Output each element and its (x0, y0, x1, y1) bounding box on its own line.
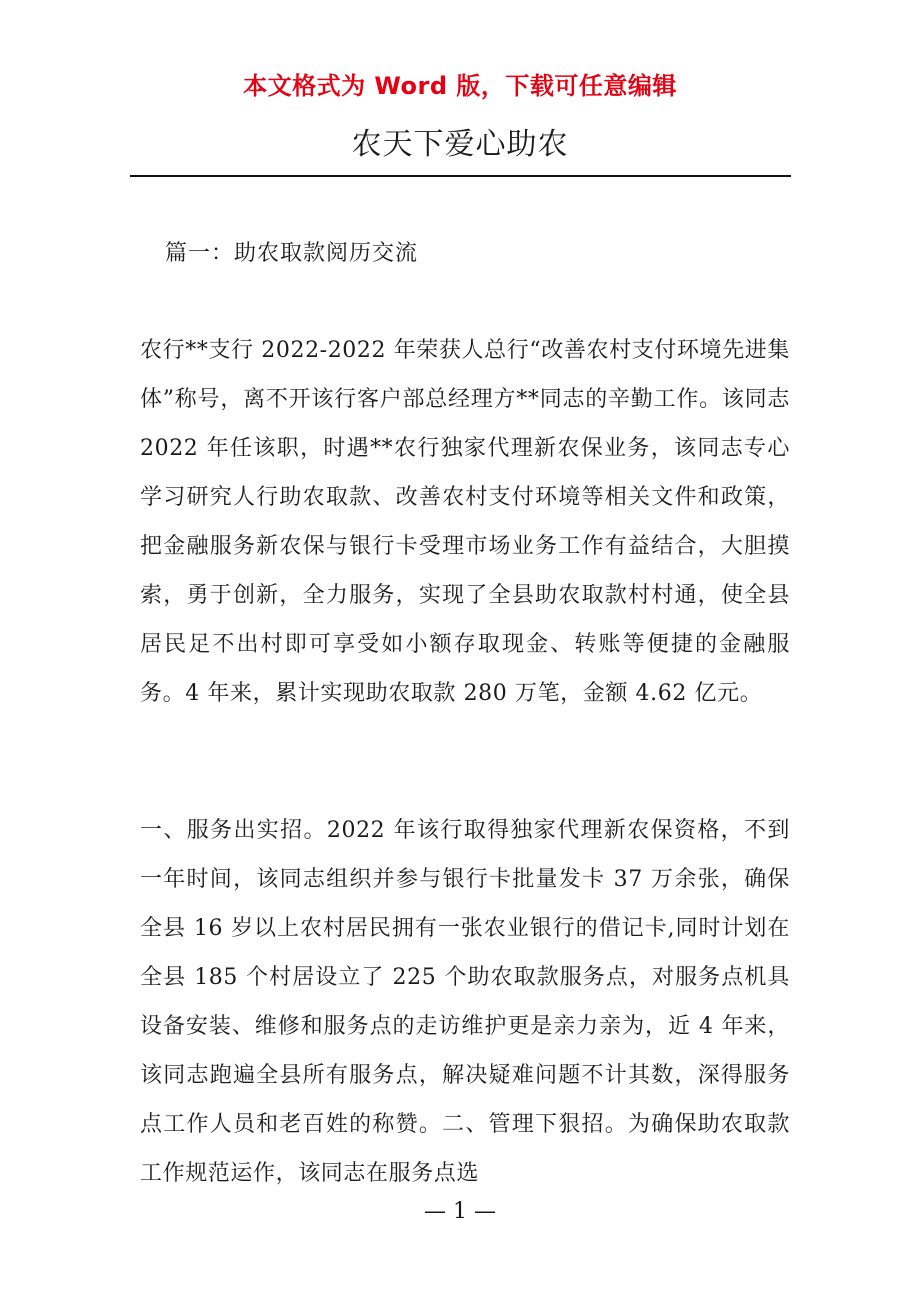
body-paragraph-1: 农行**支行 2022-2022 年荣获人总行“改善农村支付环境先进集体”称号，离不开该行客户部总经理方**同志的辛勤工作。该同志 2022 年任该职，时遇**农行独家代理新农保业务，该同志专心学习研究人行助农取款、改善农村支付环境等相关文件和政策，把金融服务新农保与银行卡受理市场业务工作有益结合，大胆摸索，勇于创新，全力服务，实现了全县助农取款村村通，使全县居民足不出村即可享受如小额存取现金、转账等便捷的金融服务。4 年来，累计实现助农取款 280 万笔，金额 4.62 亿元。 (140, 338, 790, 706)
section-heading: 篇一：助农取款阅历交流 (165, 241, 419, 266)
format-notice-banner: 本文格式为 Word 版，下载可任意编辑 (243, 72, 677, 100)
page-number: — 1 — (424, 1199, 496, 1224)
document-title: 农天下爱心助农 (351, 127, 569, 162)
header-divider (130, 175, 791, 177)
body-paragraph-2: 一、服务出实招。2022 年该行取得独家代理新农保资格，不到一年时间，该同志组织并参与银行卡批量发卡 37 万余张，确保全县 16 岁以上农村居民拥有一张农业银行的借记卡,同时计划在全县 185 个村居设立了 225 个助农取款服务点，对服务点机具设备安装、维修和服务点的走访维护更是亲力亲为，近 4 年来，该同志跑遍全县所有服务点，解决疑难问题不计其数，深得服务点工作人员和老百姓的称赞。二、管理下狠招。为确保助农取款工作规范运作，该同志在服务点选 (140, 818, 790, 1186)
